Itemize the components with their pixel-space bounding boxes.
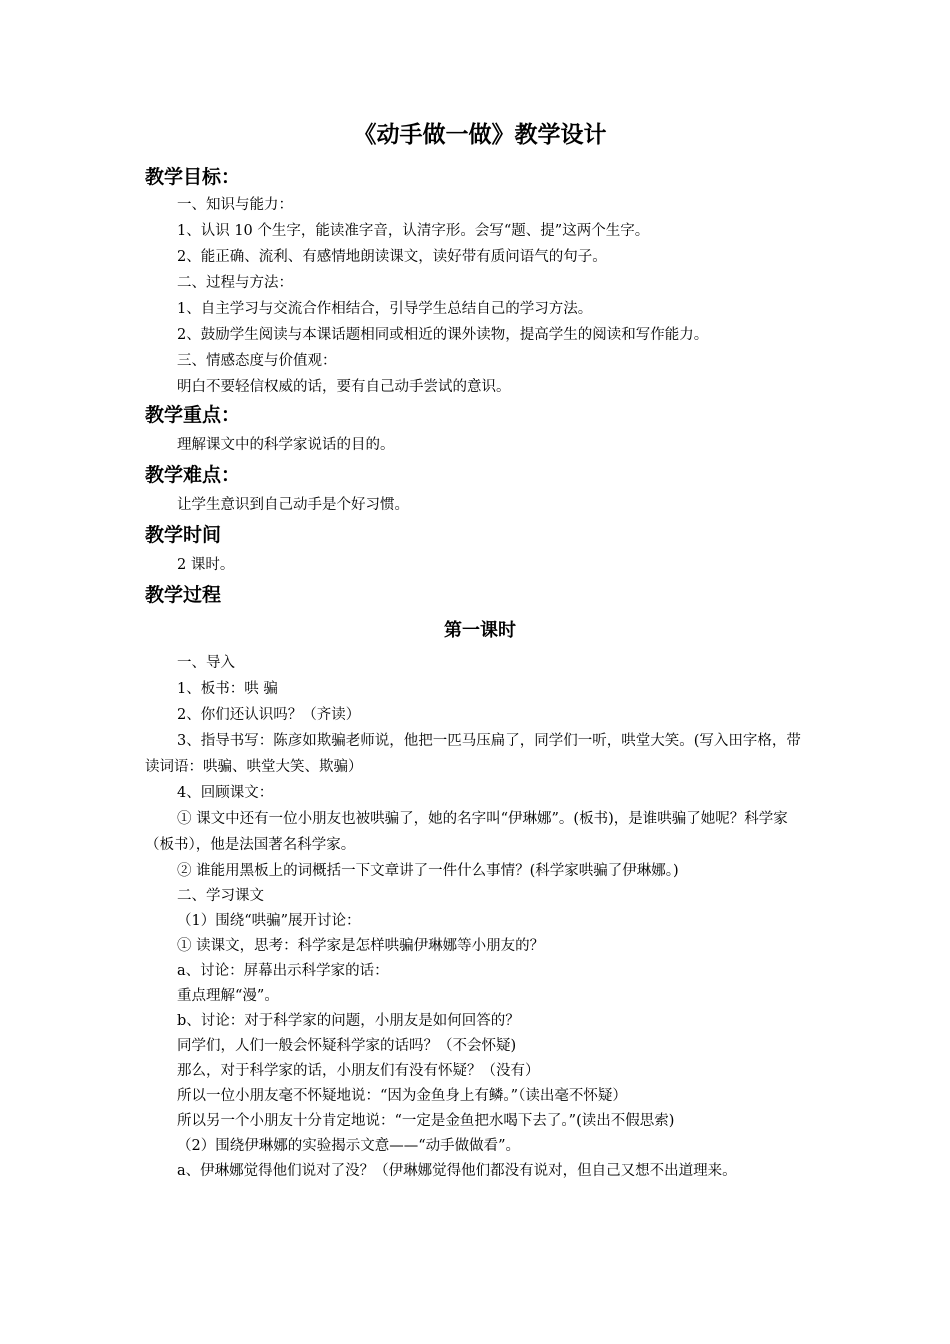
time-heading: 教学时间 <box>145 524 222 546</box>
goal-line: 三、情感态度与价值观： <box>177 353 337 369</box>
goal-line: 一、知识与能力： <box>177 197 293 213</box>
lesson-line: ② 谁能用黑板上的词概括一下文章讲了一件什么事情？(科学家哄骗了伊琳娜。) <box>177 863 679 879</box>
lesson-line: （2）围绕伊琳娜的实验揭示文意——“动手做做看”。 <box>177 1138 521 1154</box>
document-page <box>145 118 815 1184</box>
key-points-text: 理解课文中的科学家说话的目的。 <box>177 437 395 453</box>
lesson-line: a、讨论：屏幕出示科学家的话： <box>177 963 389 979</box>
lesson-1-heading: 第一课时 <box>444 620 516 641</box>
goal-line: 明白不要轻信权威的话，要有自己动手尝试的意识。 <box>177 379 511 395</box>
lesson-line: 1、板书：哄 骗 <box>177 681 278 697</box>
goals-section <box>145 192 815 400</box>
lesson-1-section <box>145 650 815 1184</box>
document-title: 《动手做一做》教学设计 <box>353 121 607 148</box>
lesson-line: 重点理解“漫”。 <box>177 988 279 1004</box>
process-heading: 教学过程 <box>145 584 222 606</box>
lesson-line: 所以一位小朋友毫不怀疑地说：“因为金鱼身上有鳞。”（读出毫不怀疑） <box>177 1088 627 1104</box>
lesson-line: 2、你们还认识吗？（齐读） <box>177 707 361 723</box>
difficulty-heading: 教学难点： <box>145 464 241 486</box>
lesson-line: 所以另一个小朋友十分肯定地说：“一定是金鱼把水喝下去了。”(读出不假思索) <box>177 1113 675 1129</box>
lesson-line: 二、学习课文 <box>177 888 264 904</box>
key-points-heading: 教学重点： <box>145 404 241 426</box>
goal-line: 二、过程与方法： <box>177 275 293 291</box>
lesson-line: 同学们，人们一般会怀疑科学家的话吗？（不会怀疑) <box>177 1038 517 1054</box>
goal-line: 1、自主学习与交流合作相结合，引导学生总结自己的学习方法。 <box>177 301 593 317</box>
goal-line: 1、认识 10 个生字，能读准字音，认清字形。会写“题、提”这两个生字。 <box>177 223 650 239</box>
lesson-line: 一、导入 <box>177 655 235 671</box>
lesson-line: ① 课文中还有一位小朋友也被哄骗了，她的名字叫“伊琳娜”。(板书)，是谁哄骗了她呢？科学家（板书），他是法国著名科学家。 <box>145 811 788 853</box>
goals-heading: 教学目标： <box>145 166 241 188</box>
lesson-line: ① 读课文，思考：科学家是怎样哄骗伊琳娜等小朋友的？ <box>177 938 545 954</box>
lesson-line: b、讨论：对于科学家的问题，小朋友是如何回答的？ <box>177 1013 520 1029</box>
lesson-line: 那么，对于科学家的话，小朋友们有没有怀疑？（没有） <box>177 1063 540 1079</box>
lesson-line: 3、指导书写：陈彦如欺骗老师说，他把一匹马压扁了，同学们一听，哄堂大笑。(写入田字格，带读词语：哄骗、哄堂大笑、欺骗） <box>145 733 801 775</box>
lesson-line: a、伊琳娜觉得他们说对了没？（伊琳娜觉得他们都没有说对，但自己又想不出道理来。 <box>177 1163 737 1179</box>
lesson-line: 4、回顾课文： <box>177 785 274 801</box>
goal-line: 2、能正确、流利、有感情地朗读课文，读好带有质问语气的句子。 <box>177 249 607 265</box>
time-text: 2 课时。 <box>177 557 235 573</box>
lesson-line: （1）围绕“哄骗”展开讨论： <box>177 913 361 929</box>
difficulty-text: 让学生意识到自己动手是个好习惯。 <box>177 497 409 513</box>
goal-line: 2、鼓励学生阅读与本课话题相同或相近的课外读物，提高学生的阅读和写作能力。 <box>177 327 709 343</box>
